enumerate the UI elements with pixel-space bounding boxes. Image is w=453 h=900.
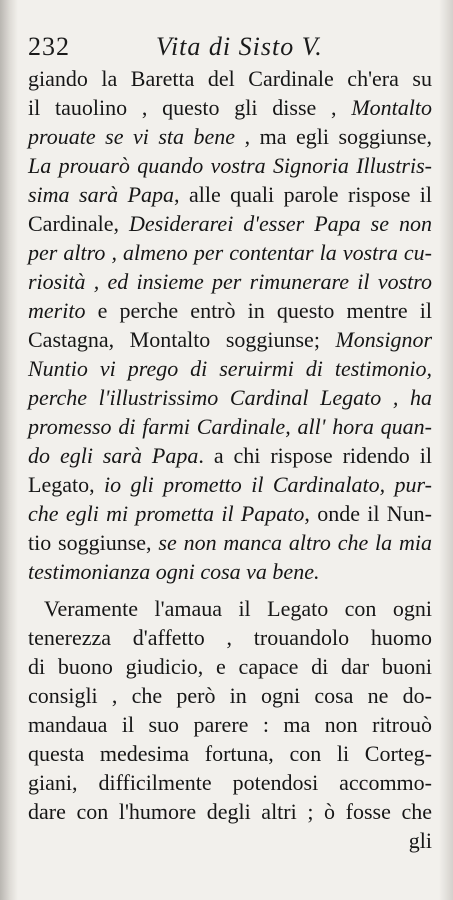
text-line [28,209,432,238]
italic-run: La prouarò quando vostra Signoria Illustris- [28,153,432,178]
roman-run: di buono giudicio, e capace di dar buoni [28,654,432,679]
text-line [28,797,432,826]
text-line [28,623,432,652]
roman-run: tio soggiunse, [28,530,159,555]
roman-run: e perche entrò in questo mentre il [85,298,432,323]
roman-run: tenerezza d'affetto , trouandolo huomo [28,625,432,650]
italic-run: merito [28,298,86,323]
text-line [28,122,432,151]
roman-run: Legato, [28,472,104,497]
italic-run: prouate se vi sta bene [28,124,236,149]
italic-run: Monsignor [335,327,432,352]
text-line [28,151,432,180]
roman-run: , ma egli soggiunse, [235,124,432,149]
text-line [28,681,432,710]
text-line [28,557,432,586]
italic-run: perche l'illustrissimo Cardinal Legato , ha [28,385,432,410]
italic-run: sima sarà Papa [28,182,175,207]
italic-run: testimonianza ogni cosa va bene. [28,559,320,584]
roman-run: il tauolino , questo gli disse , [28,95,352,120]
body-text [28,64,432,855]
roman-run: Cardinale, [28,211,130,236]
text-line [28,739,432,768]
roman-run: Veramente l'amaua il Legato con ogni [44,596,432,621]
text-line [28,93,432,122]
text-line [28,64,432,93]
roman-run: mandaua il suo parere : ma non ritrouò [28,712,432,737]
italic-run: se non manca altro che la mia [158,530,432,555]
page-number: 232 [28,32,70,61]
paragraph [28,64,432,586]
italic-run: per altro , almeno per contentar la vostra cu- [28,240,432,265]
text-line [28,383,432,412]
catchword: gli [408,828,432,853]
text-line [28,325,432,354]
text-line [28,594,432,623]
italic-run: Desiderarei d'esser Papa se non [129,211,432,236]
page-header [28,30,428,64]
italic-run: promesso di farmi Cardinale, all' hora quan- [28,414,432,439]
paragraph-gap [28,586,432,594]
roman-run: , onde il Nun- [304,501,432,526]
roman-run: giando la Baretta del Cardinale ch'era su [28,66,432,91]
italic-run: io gli prometto il Cardinalato, pur- [104,472,432,497]
page-edge-shadow [439,0,453,900]
text-line [28,412,432,441]
roman-run: giani, difficilmente potendosi accommo- [28,770,432,795]
text-line [28,238,432,267]
text-line [28,768,432,797]
page-gutter-shadow [0,0,18,900]
italic-run: riosità , ed insieme per rimunerare il vostro [28,269,432,294]
italic-run: Nuntio vi prego di seruirmi di testimonio, [28,356,432,381]
text-line [28,267,432,296]
text-line [28,652,432,681]
roman-run: questa medesima fortuna, con li Corteg- [28,741,432,766]
text-line [28,470,432,499]
text-line [28,710,432,739]
roman-run: . a chi rispose ridendo il [198,443,432,468]
roman-run: Castagna, Montalto soggiunse; [28,327,336,352]
roman-run: consigli , che però in ogni cosa ne do- [28,683,432,708]
text-line [28,180,432,209]
text-line [28,499,432,528]
text-line [28,441,432,470]
italic-run: che egli mi prometta il Papato [28,501,305,526]
text-line [28,528,432,557]
roman-run: dare con l'humore degli altri ; ò fosse che [28,799,432,824]
italic-run: Montalto [351,95,432,120]
text-line [28,354,432,383]
paragraph [28,594,432,826]
text-line [28,296,432,325]
italic-run: do egli sarà Papa [28,443,199,468]
roman-run: , alle quali parole rispose il [174,182,432,207]
running-head: Vita di Sisto V. [156,32,323,61]
